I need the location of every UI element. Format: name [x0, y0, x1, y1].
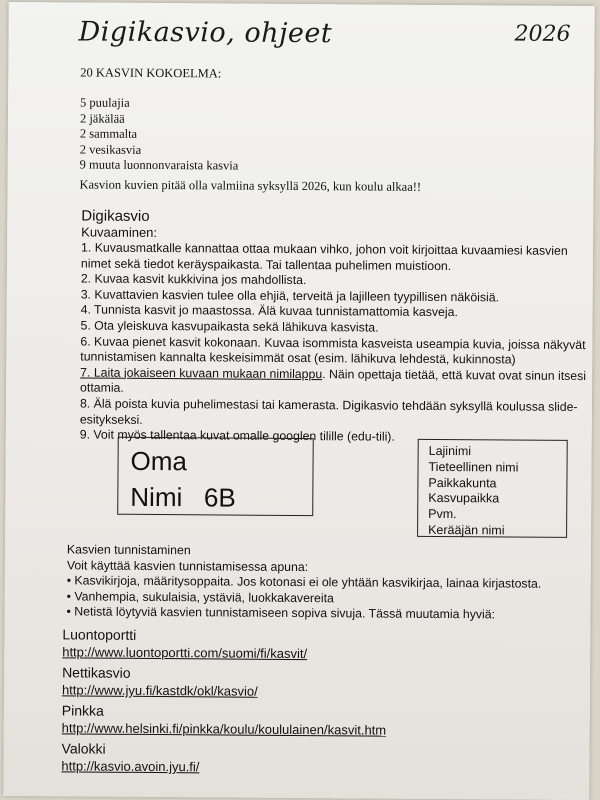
name-label-box — [117, 437, 314, 516]
field-label: Pvm. — [428, 507, 457, 522]
step-item: 9. Voit myös tallentaa kuvat omalle googlen tilille (edu-tili). — [79, 427, 395, 444]
step-item-7 — [80, 365, 588, 400]
name-line-2: Nimi 6B — [130, 481, 236, 513]
collection-title: 20 KASVIN KOKOELMA: — [80, 65, 222, 81]
step-item: 4. Tunnista kasvit jo maastossa. Älä kuvaa tunnistamattomia kasveja. — [80, 302, 458, 320]
step-item: 6. Kuvaa pienet kasvit kokonaan. Kuvaa isommista kasveista useampia kuvia, joissa näkyvät tunnistamisen kannalta keskeisimmät osat (esim. lähikuva lehdestä, kukinnosta) — [80, 334, 586, 367]
deadline-note: Kasvion kuvien pitää olla valmiina syksyllä 2026, kun koulu alkaa!! — [79, 177, 422, 194]
step7-underlined: 7. Laita jokaiseen kuvaan mukaan nimilappu — [80, 365, 323, 381]
field-label: Tieteellinen nimi — [428, 459, 519, 475]
site-link[interactable]: http://www.luontoportti.com/suomi/fi/kasvit/ — [62, 644, 308, 662]
site-link[interactable]: http://www.jyu.fi/kastdk/okl/kasvio/ — [61, 682, 258, 699]
name-line-1: Oma — [130, 445, 188, 477]
collection-item: 2 sammalta — [79, 126, 138, 141]
bullet-item: • Netistä löytyviä kasvien tunnistamiseen sopiva sivuja. Tässä muutamia hyviä: — [66, 604, 496, 622]
collection-item: 9 muuta luonnonvaraista kasvia — [79, 157, 239, 173]
step-item: 8. Älä poista kuvia puhelimestasi tai kamerasta. Digikasvio tehdään syksyllä koulussa slide-esitykseksi. — [79, 396, 578, 427]
site-name: Valokki — [61, 740, 106, 757]
field-label: Lajinimi — [428, 443, 472, 459]
field-label: Kerääjän nimi — [428, 522, 505, 538]
handwritten-year: 2026 — [514, 21, 571, 47]
step-item: 5. Ota yleiskuva kasvupaikasta sekä lähikuva kasvista. — [80, 318, 379, 335]
instruction-steps — [80, 240, 589, 446]
collection-list — [80, 94, 239, 173]
site-name: Pinkka — [61, 702, 104, 719]
digikasvio-heading: Digikasvio — [81, 207, 150, 225]
kuvaaminen-heading: Kuvaaminen: — [81, 224, 158, 241]
collection-item: 2 jäkälää — [79, 110, 125, 126]
step7-rest: . Näin opettaja tietää, että kuvat ovat sinun itsesi ottamia. — [80, 366, 587, 396]
field-label: Kasvupaikka — [428, 491, 500, 506]
handwritten-title: Digikasvio, ohjeet — [78, 16, 333, 50]
collection-item: 2 vesikasvia — [79, 141, 142, 157]
identification-heading: Kasvien tunnistaminen — [66, 542, 191, 558]
step-item: 3. Kuvattavien kasvien tulee olla ehjiä, terveitä ja lajilleen tyypillisen näköisiä. — [80, 287, 500, 305]
identification-section — [66, 542, 587, 624]
website-list — [61, 624, 582, 780]
site-link[interactable]: http://www.helsinki.fi/pinkka/koulu/koululainen/kasvit.htm — [61, 720, 387, 738]
identification-intro: Voit käyttää kasvien tunnistamisessa apuna: — [66, 557, 309, 574]
site-name: Nettikasvio — [62, 664, 131, 681]
bullet-item: • Vanhempia, sukulaisia, ystäviä, luokkakavereita — [66, 589, 334, 606]
site-link[interactable]: http://kasvio.avoin.jyu.fi/ — [61, 758, 200, 775]
field-label: Paikkakunta — [428, 475, 497, 490]
step-item: 2. Kuvaa kasvit kukkivina jos mahdollista. — [80, 271, 307, 288]
step-item: 1. Kuvausmatkalle kannattaa ottaa mukaan vihko, johon voit kirjoittaa kuvaamiesi kasvien nimet sekä tiedot keräyspaikasta. Tai tallentaa puhelimen muistioon. — [80, 240, 568, 273]
bullet-item: • Kasvikirjoja, määritysoppaita. Jos kotonasi ei ole yhtään kasvikirjaa, lainaa kirjastosta. — [66, 573, 542, 591]
collection-item: 5 puulajia — [80, 95, 130, 110]
paper-sheet — [3, 2, 595, 800]
site-name: Luontoportti — [62, 626, 137, 643]
label-fields-box — [417, 439, 568, 538]
